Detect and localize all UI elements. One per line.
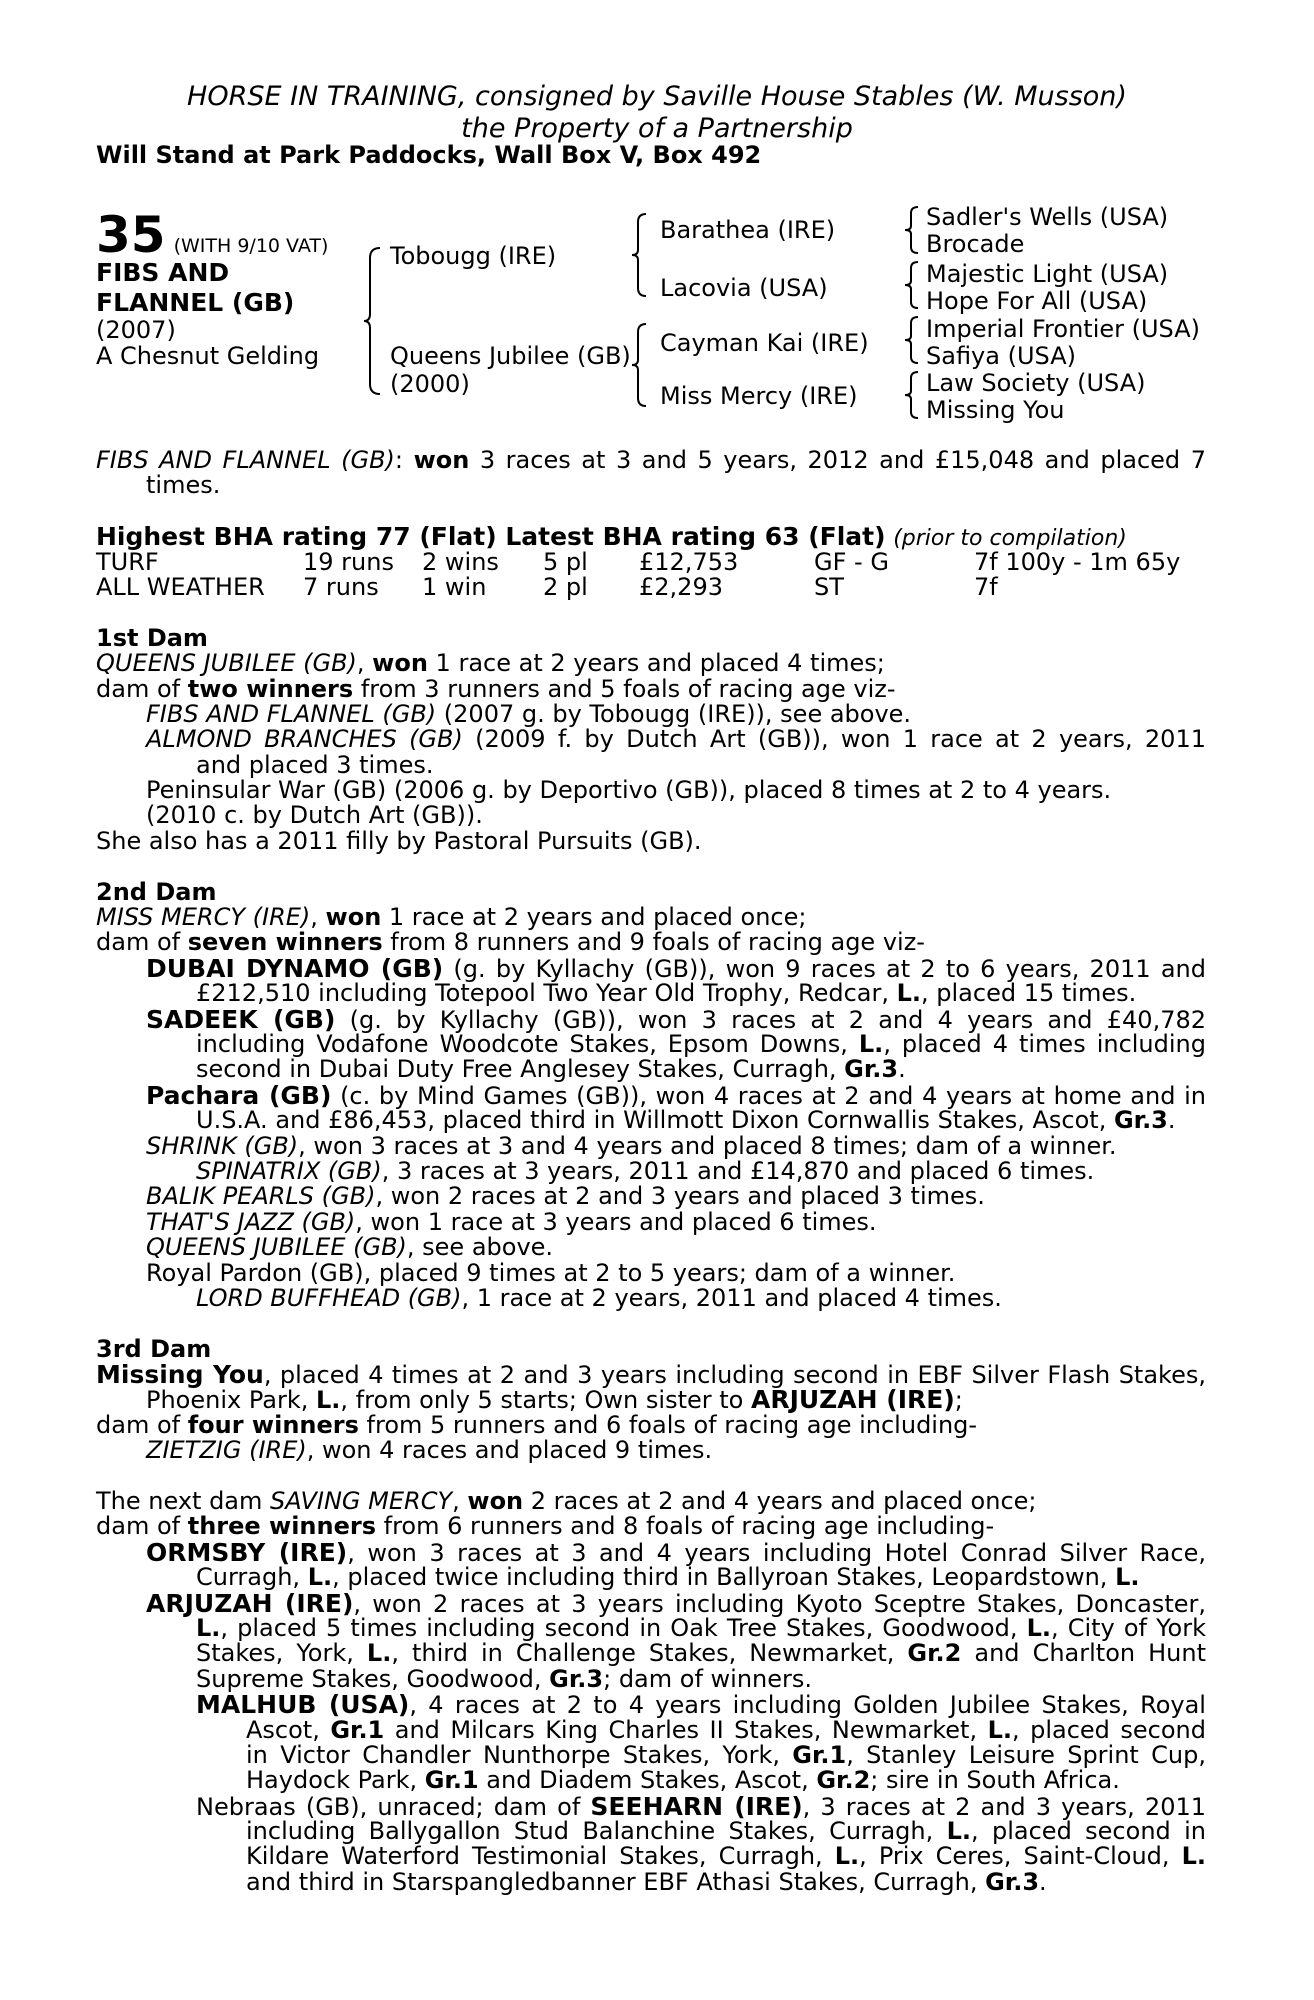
pedigree-dam-dam: Miss Mercy (IRE)	[660, 382, 858, 410]
produce-ormsby-cont: Curragh, L., placed twice including third in Ballyroan Stakes, Leopardstown, L.	[196, 1563, 1140, 1592]
pedigree-sire-sire: Barathea (IRE)	[660, 216, 836, 244]
pedigree-bracket-gg1	[905, 205, 921, 255]
produce-ormsby: ORMSBY (IRE), won 3 races at 3 and 4 years including Hotel Conrad Silver Race,	[146, 1537, 1206, 1567]
summary-line: FIBS AND FLANNEL (GB): won 3 races at 3 and 5 years, 2012 and £15,048 and placed 7	[96, 446, 1206, 474]
pedigree-dam-sire: Cayman Kai (IRE)	[660, 329, 869, 357]
lot-number: 35	[96, 206, 166, 264]
produce-balik-pearls: BALIK PEARLS (GB), won 2 races at 2 and 3 years and placed 3 times.	[146, 1182, 985, 1211]
first-dam-foal-1: FIBS AND FLANNEL (GB) (2007 g. by Tobougg (IRE)), see above.	[146, 699, 912, 728]
pedigree-gg-5: Imperial Frontier (USA)	[926, 315, 1201, 343]
produce-queens-jubilee: QUEENS JUBILEE (GB), see above.	[146, 1233, 554, 1262]
third-dam-line-cont: Phoenix Park, L., from only 5 starts; Own sister to ARJUZAH (IRE);	[146, 1385, 963, 1415]
produce-sadeek: SADEEK (GB) (g. by Kyllachy (GB)), won 3 races at 2 and 4 years and £40,782	[146, 1004, 1207, 1034]
pedigree-gg-3: Majestic Light (USA)	[926, 260, 1169, 288]
pedigree-gg-2: Brocade	[926, 230, 1025, 258]
pedigree-gg-7: Law Society (USA)	[926, 369, 1146, 397]
produce-malhub: MALHUB (USA), 4 races at 2 to 4 years including Golden Jubilee Stakes, Royal	[196, 1690, 1206, 1720]
vat-note: (WITH 9/10 VAT)	[173, 235, 329, 257]
produce-arjuzah-cont: L., placed 5 times including second in Oak Tree Stakes, Goodwood, L., City of York	[196, 1613, 1206, 1642]
produce-lord-buffhead: LORD BUFFHEAD (GB), 1 race at 2 years, 2011 and placed 4 times.	[196, 1283, 1002, 1312]
produce-thats-jazz: THAT'S JAZZ (GB), won 1 race at 3 years and placed 6 times.	[146, 1207, 877, 1236]
produce-pachara-cont: U.S.A. and £86,453, placed third in Willmott Dixon Cornwallis Stakes, Ascot, Gr.3.	[196, 1106, 1176, 1135]
ratings-row-all-weather: ALL WEATHER 7 runs 1 win 2 pl £2,293 ST 7f	[96, 572, 998, 601]
pedigree-bracket-gg4	[905, 370, 921, 420]
produce-nebraas: Nebraas (GB), unraced; dam of SEEHARN (IRE), 3 races at 2 and 3 years, 2011	[196, 1791, 1206, 1821]
third-dam-line: Missing You, placed 4 times at 2 and 3 years including second in EBF Silver Flash Stakes,	[96, 1360, 1206, 1390]
produce-nebraas-cont-2: Kildare Waterford Testimonial Stakes, Curragh, L., Prix Ceres, Saint-Cloud, L.	[246, 1842, 1206, 1871]
horse-description: A Chesnut Gelding	[96, 342, 320, 370]
pedigree-sire-dam: Lacovia (USA)	[660, 274, 828, 302]
horse-year: (2007)	[96, 316, 176, 344]
second-dam-produce-line: dam of seven winners from 8 runners and 9 foals of racing age viz-	[96, 928, 925, 957]
pedigree-bracket-sire	[632, 212, 650, 298]
pedigree-dam: Queens Jubilee (GB)	[390, 342, 631, 370]
pedigree-gg-1: Sadler's Wells (USA)	[926, 203, 1169, 231]
header-consignor: HORSE IN TRAINING, consigned by Saville House Stables (W. Musson)	[187, 81, 1127, 112]
third-dam-heading: 3rd Dam	[96, 1334, 212, 1363]
produce-sadeek-cont-2: second in Dubai Duty Free Anglesey Stakes, Curragh, Gr.3.	[196, 1055, 906, 1084]
pedigree-bracket-gg2	[905, 260, 921, 310]
header-location: Will Stand at Park Paddocks, Wall Box V, Box 492	[96, 141, 762, 169]
produce-malhub-cont: Ascot, Gr.1 and Milcars King Charles II Stakes, Newmarket, L., placed second	[246, 1715, 1206, 1744]
second-dam-line: MISS MERCY (IRE), won 1 race at 2 years and placed once;	[96, 903, 807, 932]
produce-arjuzah-cont-3: Supreme Stakes, Goodwood, Gr.3; dam of winners.	[196, 1664, 813, 1693]
summary-line-2: times.	[146, 471, 221, 500]
first-dam-produce-line: dam of two winners from 3 runners and 5 foals of racing age viz-	[96, 674, 896, 703]
produce-dubai-dynamo-cont: £212,510 including Totepool Two Year Old Trophy, Redcar, L., placed 15 times.	[196, 979, 1137, 1008]
produce-sadeek-cont: including Vodafone Woodcote Stakes, Epsom Downs, L., placed 4 times including	[196, 1029, 1206, 1058]
first-dam-heading: 1st Dam	[96, 623, 208, 652]
produce-royal-pardon: Royal Pardon (GB), placed 9 times at 2 to 5 years; dam of a winner.	[146, 1258, 956, 1287]
second-dam-heading: 2nd Dam	[96, 877, 217, 906]
produce-arjuzah: ARJUZAH (IRE), won 2 races at 3 years including Kyoto Sceptre Stakes, Doncaster,	[146, 1588, 1206, 1618]
produce-zietzig: ZIETZIG (IRE), won 4 races and placed 9 times.	[146, 1436, 713, 1465]
produce-nebraas-cont-3: and third in Starspangledbanner EBF Athasi Stakes, Curragh, Gr.3.	[246, 1867, 1047, 1896]
produce-spinatrix: SPINATRIX (GB), 3 races at 3 years, 2011 and £14,870 and placed 6 times.	[196, 1156, 1095, 1185]
produce-shrink: SHRINK (GB), won 3 races at 3 and 4 years and placed 8 times; dam of a winner.	[146, 1131, 1117, 1160]
produce-malhub-cont-2: in Victor Chandler Nunthorpe Stakes, York, Gr.1, Stanley Leisure Sprint Cup,	[246, 1740, 1206, 1769]
first-dam-foal-4: (2010 c. by Dutch Art (GB)).	[146, 801, 483, 830]
next-dam-produce-line: dam of three winners from 6 runners and 8 foals of racing age including-	[96, 1512, 995, 1541]
third-dam-produce-line: dam of four winners from 5 runners and 6 foals of racing age including-	[96, 1410, 978, 1439]
first-dam-line: QUEENS JUBILEE (GB), won 1 race at 2 years and placed 4 times;	[96, 649, 885, 678]
horse-name-line2: FLANNEL (GB)	[96, 288, 295, 317]
pedigree-bracket-dam	[632, 322, 650, 408]
pedigree-dam-year: (2000)	[390, 370, 470, 398]
produce-dubai-dynamo: DUBAI DYNAMO (GB) (g. by Kyllachy (GB)), won 9 races at 2 to 6 years, 2011 and	[146, 953, 1206, 983]
pedigree-bracket-gg3	[905, 315, 921, 365]
next-dam-line: The next dam SAVING MERCY, won 2 races at 2 and 4 years and placed once;	[96, 1487, 1037, 1516]
pedigree-gg-6: Safiya (USA)	[926, 342, 1076, 370]
ratings-row-turf: TURF 19 runs 2 wins 5 pl £12,753 GF - G 7f 100y - 1m 65y	[96, 547, 1181, 576]
horse-name	[96, 258, 356, 318]
first-dam-note: She also has a 2011 filly by Pastoral Pursuits (GB).	[96, 826, 702, 855]
header-ownership: the Property of a Partnership	[461, 113, 853, 144]
first-dam-foal-3: Peninsular War (GB) (2006 g. by Deportivo (GB)), placed 8 times at 2 to 4 years.	[146, 776, 1112, 805]
pedigree-bracket-main	[364, 246, 384, 396]
lot-number-block	[96, 206, 328, 264]
pedigree-gg-4: Hope For All (USA)	[926, 287, 1148, 315]
catalogue-body	[96, 448, 1206, 1895]
first-dam-foal-2-cont: and placed 3 times.	[196, 750, 434, 779]
first-dam-foal-2: ALMOND BRANCHES (GB) (2009 f. by Dutch Art (GB)), won 1 race at 2 years, 2011	[146, 725, 1206, 754]
produce-pachara: Pachara (GB) (c. by Mind Games (GB)), won 4 races at 2 and 4 years at home and in	[146, 1080, 1206, 1110]
produce-malhub-cont-3: Haydock Park, Gr.1 and Diadem Stakes, Ascot, Gr.2; sire in South Africa.	[246, 1766, 1120, 1795]
pedigree-gg-8: Missing You	[926, 396, 1065, 424]
pedigree-sire: Tobougg (IRE)	[390, 242, 557, 270]
produce-nebraas-cont: including Ballygallon Stud Balanchine Stakes, Curragh, L., placed second in	[246, 1817, 1206, 1846]
horse-name-line1: FIBS AND	[96, 258, 230, 287]
produce-arjuzah-cont-2: Stakes, York, L., third in Challenge Stakes, Newmarket, Gr.2 and Charlton Hunt	[196, 1639, 1206, 1668]
ratings-heading: Highest BHA rating 77 (Flat) Latest BHA rating 63 (Flat) (prior to compilation)	[96, 522, 1127, 552]
